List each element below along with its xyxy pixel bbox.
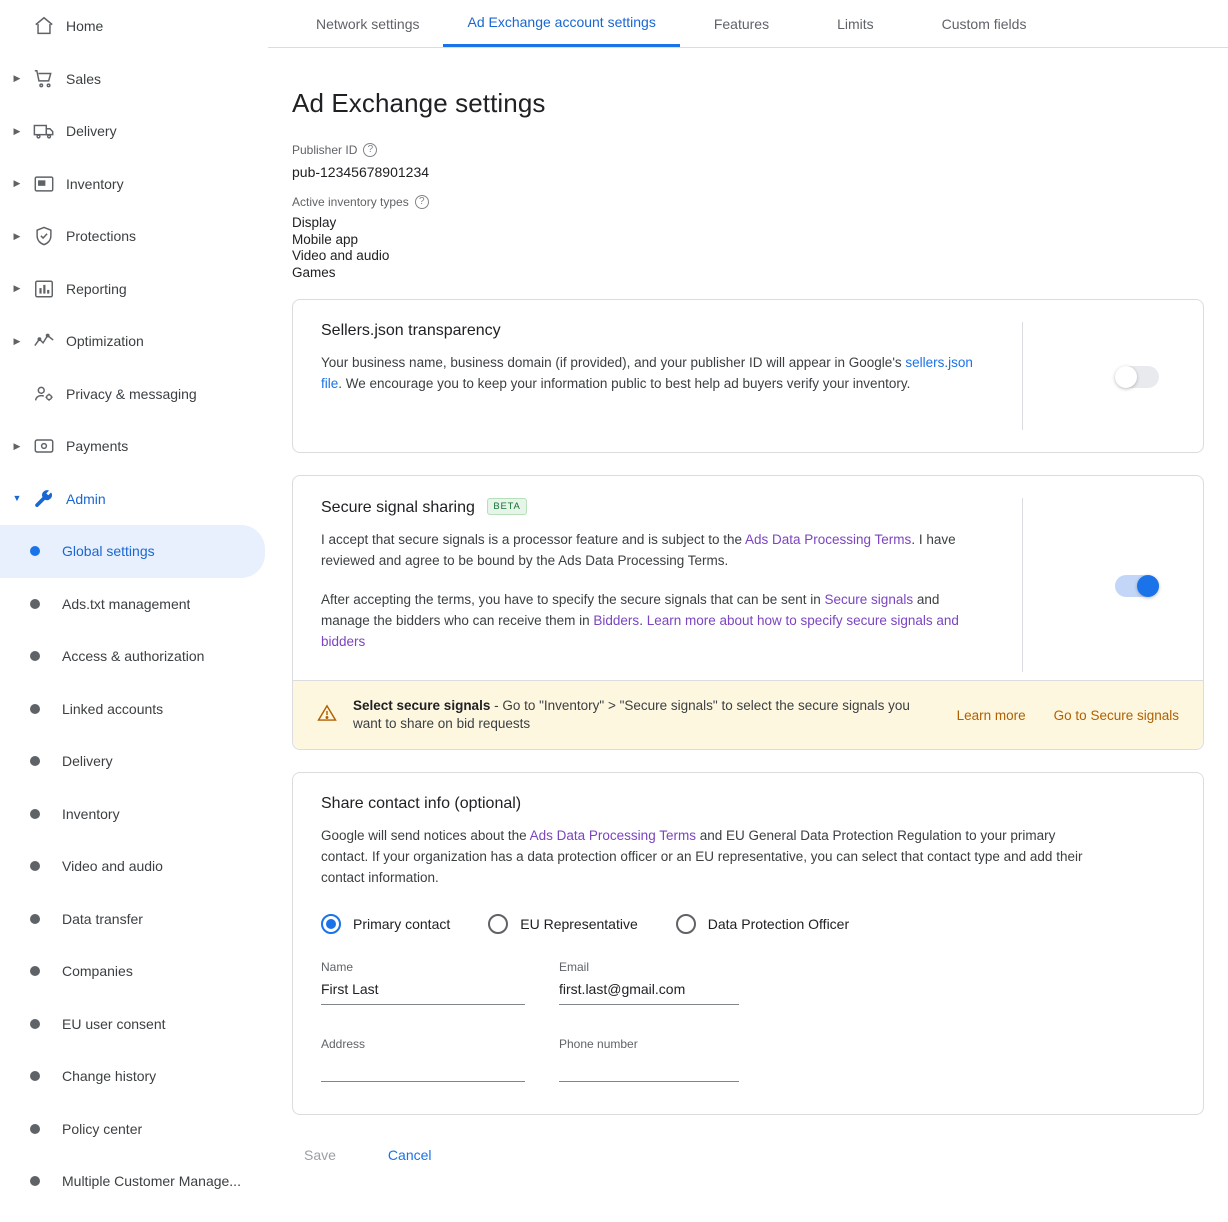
- bullet-icon: [8, 861, 62, 871]
- sellers-json-card-body: [293, 300, 1203, 418]
- sidebar-item-companies[interactable]: [0, 945, 267, 998]
- warning-learn-more-link[interactable]: Learn more: [956, 707, 1026, 723]
- sidebar-item-video-and-audio[interactable]: [0, 840, 267, 893]
- chevron-right-icon[interactable]: ▶: [13, 178, 21, 189]
- sellers-json-title: Sellers.json transparency: [321, 322, 501, 339]
- bar-chart-icon: [26, 278, 62, 300]
- tab-custom-fields[interactable]: [908, 0, 1061, 47]
- share-contact-title: Share contact info (optional): [321, 795, 522, 812]
- sidebar-item-protections[interactable]: [0, 210, 267, 263]
- inventory-type-item: Mobile app: [292, 231, 359, 247]
- inventory-type-item: Video and audio: [292, 248, 390, 263]
- radio-label: Primary contact: [353, 916, 451, 932]
- sidebar-item-linked-accounts[interactable]: [0, 683, 267, 736]
- sellers-json-file-link[interactable]: sellers.json file: [321, 355, 973, 391]
- save-button[interactable]: Save: [292, 1139, 348, 1171]
- bullet-icon: [8, 546, 62, 556]
- radio-button-icon[interactable]: [321, 914, 341, 934]
- phone-input[interactable]: [559, 1051, 739, 1082]
- tab-features[interactable]: [680, 0, 803, 47]
- beta-badge: BETA: [487, 498, 526, 515]
- sidebar-item-home[interactable]: [0, 0, 267, 53]
- learn-more-secure-signals-link[interactable]: Learn more about how to specify secure signals and bidders: [321, 613, 959, 649]
- warning-text: [353, 697, 929, 733]
- sidebar-subitem-label: Multiple Customer Manage...: [62, 1173, 241, 1190]
- sidebar-item-access-authorization[interactable]: [0, 630, 267, 683]
- tab-bar: [268, 0, 1228, 48]
- ssp1-text-a: I accept that secure signals is a processor feature and is subject to the: [321, 532, 745, 547]
- sidebar-subitem-label: Access & authorization: [62, 648, 205, 665]
- publisher-id-value: pub-12345678901234: [292, 164, 430, 180]
- bullet-icon: [8, 756, 62, 766]
- sidebar-item-label: Sales: [66, 70, 102, 87]
- address-input[interactable]: [321, 1051, 525, 1082]
- warning-triangle-icon: [317, 703, 337, 728]
- chevron-right-icon[interactable]: ▶: [13, 125, 21, 136]
- toggle-knob: [1137, 575, 1159, 597]
- secure-signal-card: [292, 475, 1204, 750]
- warning-body: - Go to "Inventory" > "Secure signals" to select the secure signals you want to share on bid requests: [353, 698, 910, 731]
- active-inventory-list: [292, 215, 1204, 281]
- chevron-right-icon[interactable]: ▶: [13, 283, 21, 294]
- radio-data-protection-officer[interactable]: [676, 914, 849, 934]
- form-actions: [292, 1139, 1204, 1171]
- radio-label: Data Protection Officer: [707, 916, 850, 932]
- contact-form: [321, 960, 1175, 1088]
- contact-type-radio-group: [321, 914, 1175, 934]
- bullet-icon: [8, 809, 62, 819]
- name-field-wrap: [321, 960, 525, 1005]
- contact-text-a: Google will send notices about the: [321, 828, 530, 843]
- sidebar-item-label: Home: [66, 18, 104, 35]
- sidebar-item-payments[interactable]: [0, 420, 267, 473]
- publisher-id-label-row: [292, 143, 1204, 157]
- secure-signals-link[interactable]: Secure signals: [824, 592, 914, 607]
- sidebar-item-optimization[interactable]: [0, 315, 267, 368]
- sidebar-subitem-label: Linked accounts: [62, 700, 164, 717]
- truck-icon: [26, 120, 62, 142]
- tab-label: Custom fields: [941, 15, 1027, 32]
- chevron-right-icon[interactable]: ▶: [13, 440, 21, 451]
- shield-check-icon: [26, 225, 62, 247]
- secure-signal-title-text: Secure signal sharing: [321, 499, 475, 516]
- radio-button-icon[interactable]: [488, 914, 508, 934]
- sidebar-item-policy-center[interactable]: [0, 1103, 267, 1156]
- sidebar-subitem-label: Ads.txt management: [62, 595, 191, 612]
- sidebar-subitem-label: Delivery: [62, 753, 113, 770]
- home-icon: [26, 15, 62, 37]
- bullet-icon: [8, 1071, 62, 1081]
- sellers-json-description: [321, 352, 993, 394]
- inventory-icon: [26, 173, 62, 195]
- sellers-json-toggle-wrap: [1115, 366, 1159, 393]
- secure-signal-toggle[interactable]: [1115, 575, 1159, 597]
- form-gap: [525, 960, 559, 1011]
- ssp1-text-b: . I have reviewed and agree to be bound by the Ads Data Processing Terms.: [321, 532, 956, 568]
- share-contact-description: [321, 825, 1101, 888]
- tab-label: Features: [713, 15, 770, 32]
- sidebar-item-label: Reporting: [66, 280, 127, 297]
- sidebar-item-label: Protections: [66, 228, 137, 245]
- sidebar-subitem-label: Inventory: [62, 805, 120, 822]
- main-content: [268, 0, 1228, 1222]
- sidebar-item-ads-txt-management[interactable]: [0, 578, 267, 631]
- sidebar-item-label: Privacy & messaging: [66, 385, 197, 402]
- email-label: Email: [559, 960, 590, 974]
- wrench-icon: [26, 488, 62, 510]
- sidebar-subitem-label: EU user consent: [62, 1015, 166, 1032]
- address-label: Address: [321, 1037, 366, 1051]
- bullet-icon: [8, 1019, 62, 1029]
- bullet-icon: [8, 599, 62, 609]
- ssp2-text-c: .: [639, 613, 647, 628]
- go-to-secure-signals-link[interactable]: Go to Secure signals: [1053, 707, 1179, 723]
- publisher-id-label: Publisher ID: [292, 143, 358, 157]
- tab-limits[interactable]: [803, 0, 908, 47]
- tab-label: Ad Exchange account settings: [467, 13, 656, 30]
- tab-network-settings[interactable]: [292, 0, 443, 47]
- share-contact-info-card: [292, 772, 1204, 1115]
- sidebar-item-inventory[interactable]: [0, 158, 267, 211]
- bullet-icon: [8, 1124, 62, 1134]
- bullet-icon: [8, 914, 62, 924]
- sidebar-item-inventory-sub[interactable]: [0, 788, 267, 841]
- sellers-json-card: [292, 299, 1204, 453]
- bullet-icon: [8, 704, 62, 714]
- settings-page: [268, 88, 1228, 1171]
- sidebar-subitem-label: Global settings: [62, 543, 155, 560]
- tab-label: Limits: [837, 15, 874, 32]
- active-inventory-label-row: [292, 195, 1204, 209]
- sidebar-item-delivery[interactable]: [0, 105, 267, 158]
- radio-label: EU Representative: [520, 916, 638, 932]
- email-field-wrap: [559, 960, 739, 1005]
- help-icon[interactable]: ?: [363, 143, 377, 157]
- sidebar-item-global-settings[interactable]: [0, 525, 265, 578]
- cart-icon: [26, 68, 62, 90]
- sidebar-item-label: Delivery: [66, 123, 117, 140]
- card-divider: [1022, 498, 1023, 672]
- sellers-json-toggle[interactable]: [1115, 366, 1159, 388]
- sidebar-item-label: Admin: [66, 490, 106, 507]
- warning-strong: Select secure signals: [353, 698, 491, 713]
- payments-icon: [26, 435, 62, 457]
- sidebar: [0, 0, 268, 1222]
- sidebar-item-multiple-customer-management[interactable]: [0, 1155, 267, 1208]
- phone-field-wrap: [559, 1037, 739, 1082]
- secure-signal-title: [321, 498, 1175, 517]
- sellers-json-text-2: . We encourage you to keep your information public to best help ad buyers verify your inventory.: [338, 376, 911, 391]
- sidebar-subitem-label: Data transfer: [62, 910, 143, 927]
- help-icon[interactable]: ?: [415, 195, 429, 209]
- chevron-right-icon[interactable]: ▶: [13, 335, 21, 346]
- secure-signals-warning-banner: [293, 680, 1203, 749]
- radio-button-icon[interactable]: [676, 914, 696, 934]
- page-title: Ad Exchange settings: [292, 88, 546, 118]
- toggle-knob: [1115, 366, 1137, 388]
- secure-signal-toggle-wrap: [1115, 575, 1159, 602]
- cancel-button[interactable]: Cancel: [376, 1139, 444, 1171]
- ssp2-text-b: and manage the bidders who can receive them in: [321, 592, 940, 628]
- sidebar-item-reporting[interactable]: [0, 263, 267, 316]
- sidebar-item-label: Payments: [66, 438, 129, 455]
- bidders-link[interactable]: Bidders: [593, 613, 640, 628]
- active-inventory-label: Active inventory types: [292, 195, 409, 209]
- chevron-right-icon[interactable]: ▶: [13, 230, 21, 241]
- address-field-wrap: [321, 1037, 525, 1082]
- card-divider: [1022, 322, 1023, 430]
- radio-eu-representative[interactable]: [488, 914, 638, 934]
- sidebar-item-label: Inventory: [66, 175, 124, 192]
- tab-ad-exchange-account-settings[interactable]: [443, 0, 679, 47]
- ssp2-text-a: After accepting the terms, you have to specify the secure signals that can be sent in: [321, 592, 825, 607]
- sidebar-subitem-label: Policy center: [62, 1120, 143, 1137]
- sidebar-item-change-history[interactable]: [0, 1050, 267, 1103]
- ads-data-processing-terms-link[interactable]: Ads Data Processing Terms: [529, 828, 696, 843]
- sidebar-subitem-label: Video and audio: [62, 858, 163, 875]
- sidebar-item-eu-user-consent[interactable]: [0, 998, 267, 1051]
- secure-signal-paragraph-2: [321, 589, 981, 652]
- sidebar-subitem-label: Companies: [62, 963, 133, 980]
- sidebar-item-sales[interactable]: [0, 53, 267, 106]
- bullet-icon: [8, 651, 62, 661]
- phone-label: Phone number: [559, 1037, 638, 1051]
- sidebar-item-delivery-sub[interactable]: [0, 735, 267, 788]
- name-label: Name: [321, 960, 354, 974]
- share-contact-card-body: [293, 773, 1203, 1114]
- ads-data-processing-terms-link[interactable]: Ads Data Processing Terms: [744, 532, 912, 547]
- form-gap: [525, 1011, 559, 1088]
- bullet-icon: [8, 1176, 62, 1186]
- sidebar-subitem-label: Change history: [62, 1068, 157, 1085]
- sellers-json-text-1: Your business name, business domain (if provided), and your publisher ID will appear in Google's: [321, 355, 906, 370]
- inventory-type-item: Games: [292, 264, 336, 280]
- email-input[interactable]: [559, 974, 739, 1005]
- sidebar-item-privacy-messaging[interactable]: [0, 368, 267, 421]
- person-gear-icon: [26, 383, 62, 405]
- secure-signal-card-body: [293, 476, 1203, 680]
- sidebar-item-data-transfer[interactable]: [0, 893, 267, 946]
- sidebar-item-label: Optimization: [66, 333, 144, 350]
- chevron-right-icon[interactable]: ▶: [13, 73, 21, 84]
- tab-label: Network settings: [316, 15, 420, 32]
- radio-primary-contact[interactable]: [321, 914, 450, 934]
- trend-icon: [26, 330, 62, 352]
- contact-text-b: and EU General Data Protection Regulation to your primary contact. If your organization has a data protection officer or an EU representative, you can select that contact type and add their contact information.: [321, 828, 1083, 885]
- sidebar-item-admin[interactable]: [0, 473, 267, 526]
- inventory-type-item: Display: [292, 215, 337, 230]
- bullet-icon: [8, 966, 62, 976]
- name-input[interactable]: [321, 974, 525, 1005]
- secure-signal-paragraph-1: [321, 529, 981, 571]
- chevron-down-icon[interactable]: ▼: [12, 493, 22, 504]
